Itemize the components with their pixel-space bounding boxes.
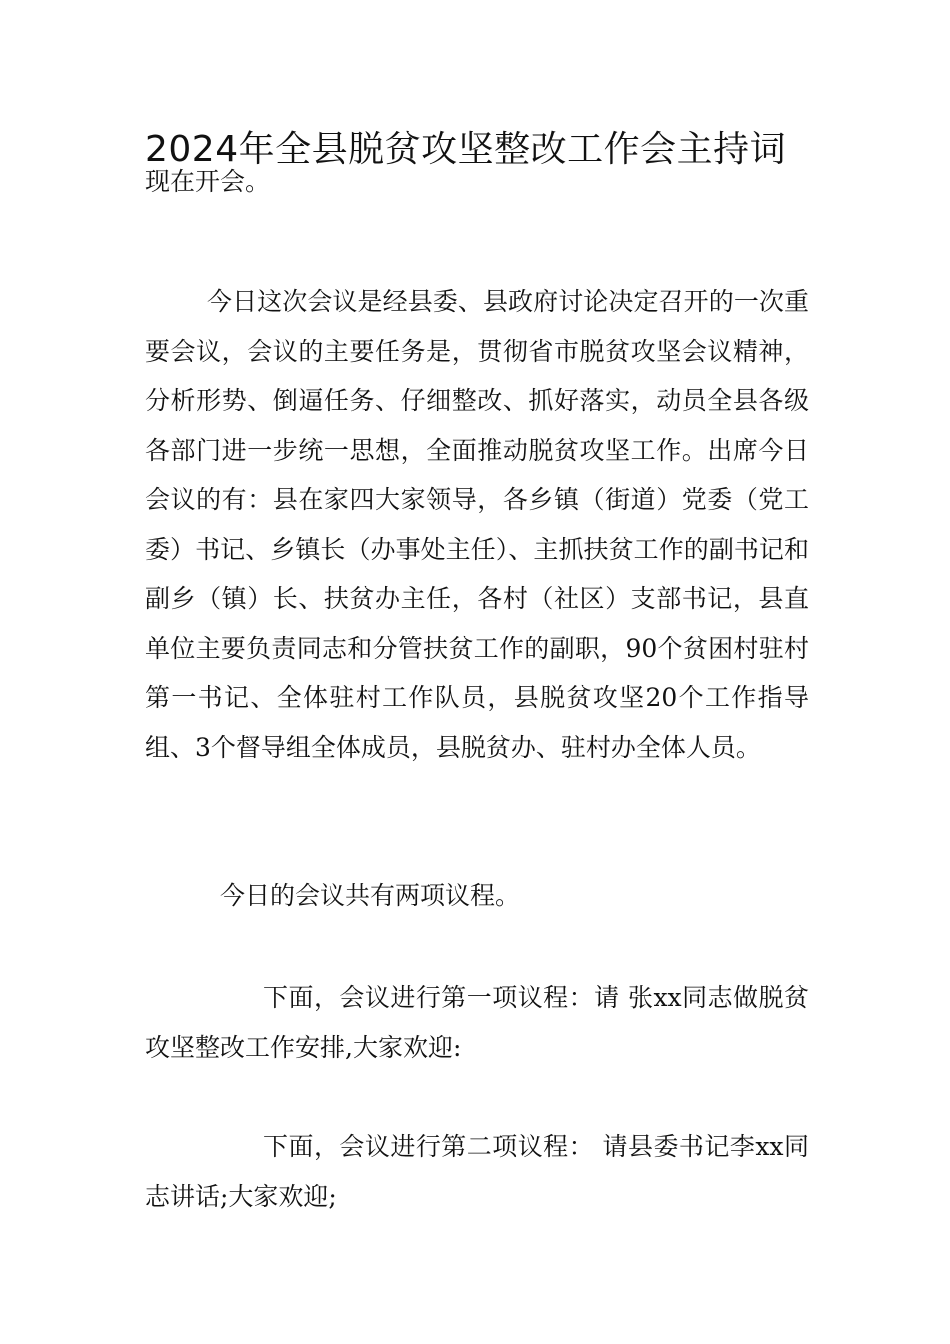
document-title: 2024年全县脱贫攻坚整改工作会主持词 (145, 129, 787, 170)
main-paragraph: 今日这次会议是经县委、县政府讨论决定召开的一次重要会议，会议的主要任务是，贯彻省市脱贫攻坚会议精神，分析形势、倒逼任务、仔细整改、抓好落实，动员全县各级各部门进一步统一思想，全面推动脱贫攻坚工作。出席今日会议的有：县在家四大家领导，各乡镇（街道）党委（党工委）书记、乡镇长（办事处主任）、主抓扶贫工作的副书记和副乡（镇）长、扶贫办主任，各村（社区）支部书记，县直单位主要负责同志和分管扶贫工作的副职，90个贫困村驻村第一书记、全体驻村工作队员，县脱贫攻坚20个工作指导组、3个督导组全体成员，县脱贫办、驻村办全体人员。 (145, 287, 809, 762)
opening-paragraph: 现在开会。 (145, 167, 271, 196)
agenda-paragraph: 今日的会议共有两项议程。 (220, 881, 521, 910)
agenda-item-2-paragraph: 下面，会议进行第二项议程： 请县委书记李xx同志讲话;大家欢迎; (145, 1132, 809, 1211)
agenda-item-1-paragraph: 下面，会议进行第一项议程：请 张xx同志做脱贫攻坚整改工作安排,大家欢迎: (145, 983, 809, 1062)
